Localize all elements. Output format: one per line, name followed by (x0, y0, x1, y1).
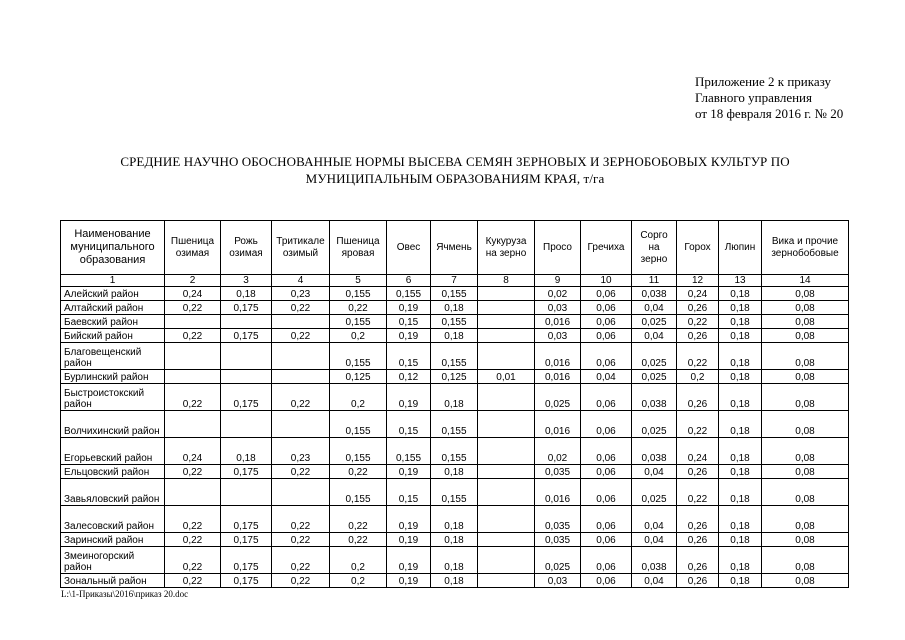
norm-value: 0,06 (581, 533, 632, 547)
norm-value (272, 343, 330, 370)
column-number: 13 (719, 275, 762, 287)
table-row (61, 411, 849, 438)
district-name: Змеиногорский район (61, 547, 165, 574)
norm-value: 0,24 (677, 438, 719, 465)
district-name: Бийский район (61, 329, 165, 343)
norm-value: 0,175 (221, 384, 272, 411)
norm-value: 0,155 (330, 438, 387, 465)
norm-value (272, 370, 330, 384)
norm-value: 0,22 (272, 465, 330, 479)
table-row (61, 343, 849, 370)
norm-value: 0,08 (762, 411, 849, 438)
norm-value: 0,26 (677, 301, 719, 315)
norm-value (221, 479, 272, 506)
norm-value (478, 384, 535, 411)
norm-value: 0,016 (535, 343, 581, 370)
column-header: Сорго на зерно (632, 221, 677, 275)
norm-value: 0,18 (431, 547, 478, 574)
norm-value: 0,06 (581, 343, 632, 370)
norm-value: 0,2 (677, 370, 719, 384)
norm-value: 0,035 (535, 533, 581, 547)
column-header: Люпин (719, 221, 762, 275)
appendix-note (695, 74, 843, 122)
table-row (61, 370, 849, 384)
norm-value: 0,18 (719, 411, 762, 438)
norm-value: 0,175 (221, 506, 272, 533)
norm-value: 0,155 (330, 411, 387, 438)
norm-value (478, 438, 535, 465)
norm-value: 0,025 (632, 343, 677, 370)
norm-value (221, 370, 272, 384)
norm-value: 0,04 (632, 506, 677, 533)
district-name: Алтайский район (61, 301, 165, 315)
norm-value: 0,22 (677, 343, 719, 370)
norm-value: 0,18 (719, 343, 762, 370)
norm-value: 0,22 (165, 465, 221, 479)
table-row (61, 533, 849, 547)
norm-value (478, 547, 535, 574)
norm-value: 0,18 (719, 506, 762, 533)
norm-value: 0,18 (719, 547, 762, 574)
norm-value: 0,18 (431, 506, 478, 533)
norm-value: 0,155 (330, 479, 387, 506)
norm-value: 0,22 (165, 506, 221, 533)
norm-value: 0,18 (221, 438, 272, 465)
norm-value: 0,22 (165, 574, 221, 588)
norm-value: 0,06 (581, 411, 632, 438)
norm-value (165, 315, 221, 329)
table-row (61, 465, 849, 479)
appendix-line-2: Главного управления (695, 90, 812, 105)
norm-value: 0,155 (431, 479, 478, 506)
norm-value: 0,18 (719, 574, 762, 588)
norm-value: 0,155 (330, 287, 387, 301)
norm-value: 0,016 (535, 479, 581, 506)
column-header: Горох (677, 221, 719, 275)
norm-value (165, 411, 221, 438)
district-name: Алейский район (61, 287, 165, 301)
norm-value: 0,125 (330, 370, 387, 384)
norm-value: 0,06 (581, 574, 632, 588)
norm-value: 0,26 (677, 506, 719, 533)
norm-value: 0,18 (719, 370, 762, 384)
norm-value: 0,06 (581, 315, 632, 329)
norm-value: 0,22 (165, 329, 221, 343)
norm-value: 0,18 (719, 384, 762, 411)
norm-value: 0,175 (221, 533, 272, 547)
norm-value: 0,175 (221, 547, 272, 574)
norm-value: 0,155 (330, 315, 387, 329)
norm-value: 0,15 (387, 315, 431, 329)
norm-value: 0,22 (272, 574, 330, 588)
column-header: Тритикале озимый (272, 221, 330, 275)
norm-value (272, 315, 330, 329)
norm-value: 0,22 (677, 315, 719, 329)
norm-value: 0,19 (387, 506, 431, 533)
norm-value (478, 479, 535, 506)
norm-value: 0,22 (272, 384, 330, 411)
column-header: Пшеница яровая (330, 221, 387, 275)
table-row (61, 506, 849, 533)
norm-value: 0,2 (330, 384, 387, 411)
norm-value: 0,038 (632, 547, 677, 574)
appendix-line-1: Приложение 2 к приказу (695, 74, 832, 89)
column-number: 14 (762, 275, 849, 287)
appendix-line-3: от 18 февраля 2016 г. № 20 (695, 106, 844, 121)
norm-value: 0,26 (677, 465, 719, 479)
norm-value: 0,08 (762, 343, 849, 370)
norm-value: 0,016 (535, 370, 581, 384)
table-row (61, 438, 849, 465)
norm-value: 0,22 (330, 301, 387, 315)
norm-value: 0,22 (165, 547, 221, 574)
column-header-name: Наименование муниципального образования (61, 221, 165, 275)
norm-value: 0,26 (677, 533, 719, 547)
district-name: Благовещенский район (61, 343, 165, 370)
norm-value: 0,06 (581, 506, 632, 533)
norm-value (478, 574, 535, 588)
column-number: 6 (387, 275, 431, 287)
table-row (61, 479, 849, 506)
table-row (61, 384, 849, 411)
norm-value (478, 343, 535, 370)
column-header: Ячмень (431, 221, 478, 275)
seeding-norms-table (60, 220, 849, 588)
norm-value: 0,03 (535, 574, 581, 588)
norm-value: 0,125 (431, 370, 478, 384)
column-header: Кукуруза на зерно (478, 221, 535, 275)
norm-value (478, 315, 535, 329)
column-number: 11 (632, 275, 677, 287)
norm-value: 0,04 (581, 370, 632, 384)
norm-value: 0,08 (762, 384, 849, 411)
district-name: Волчихинский район (61, 411, 165, 438)
norm-value: 0,22 (272, 301, 330, 315)
norm-value: 0,18 (431, 533, 478, 547)
norm-value: 0,08 (762, 370, 849, 384)
norm-value: 0,08 (762, 329, 849, 343)
column-number: 2 (165, 275, 221, 287)
norm-value: 0,04 (632, 574, 677, 588)
norm-value: 0,22 (165, 301, 221, 315)
norm-value: 0,03 (535, 329, 581, 343)
column-number: 9 (535, 275, 581, 287)
column-number: 8 (478, 275, 535, 287)
column-header: Рожь озимая (221, 221, 272, 275)
norm-value: 0,18 (719, 465, 762, 479)
norm-value: 0,19 (387, 465, 431, 479)
file-path: L:\1-Приказы\2016\приказ 20.doc (61, 589, 189, 599)
norm-value: 0,035 (535, 465, 581, 479)
norm-value (478, 533, 535, 547)
column-number: 12 (677, 275, 719, 287)
norm-value: 0,025 (632, 315, 677, 329)
norm-value: 0,18 (719, 287, 762, 301)
norm-value: 0,155 (431, 438, 478, 465)
norm-value: 0,22 (272, 506, 330, 533)
norm-value: 0,22 (165, 533, 221, 547)
norm-value: 0,155 (431, 287, 478, 301)
norm-value: 0,22 (272, 329, 330, 343)
norm-value (272, 479, 330, 506)
norm-value: 0,19 (387, 301, 431, 315)
table-body (61, 287, 849, 588)
norm-value: 0,19 (387, 329, 431, 343)
norm-value: 0,08 (762, 438, 849, 465)
norm-value: 0,08 (762, 301, 849, 315)
norm-value: 0,035 (535, 506, 581, 533)
norm-value: 0,025 (632, 479, 677, 506)
norm-value: 0,22 (677, 479, 719, 506)
norm-value (221, 411, 272, 438)
norm-value: 0,155 (431, 315, 478, 329)
norm-value (478, 506, 535, 533)
norm-value: 0,02 (535, 287, 581, 301)
norm-value: 0,18 (431, 574, 478, 588)
column-number: 1 (61, 275, 165, 287)
title-line-1: СРЕДНИЕ НАУЧНО ОБОСНОВАННЫЕ НОРМЫ ВЫСЕВА СЕМЯН ЗЕРНОВЫХ И ЗЕРНОБОБОВЫХ КУЛЬТУР ПО (120, 154, 790, 169)
norm-value: 0,26 (677, 384, 719, 411)
norm-value: 0,26 (677, 329, 719, 343)
norm-value: 0,2 (330, 329, 387, 343)
norm-value: 0,08 (762, 479, 849, 506)
norm-value (478, 465, 535, 479)
norm-value: 0,155 (387, 287, 431, 301)
table-row (61, 315, 849, 329)
norm-value: 0,175 (221, 301, 272, 315)
column-header: Гречиха (581, 221, 632, 275)
norm-value: 0,26 (677, 574, 719, 588)
norm-value: 0,01 (478, 370, 535, 384)
table-row (61, 547, 849, 574)
norm-value: 0,18 (719, 315, 762, 329)
norm-value: 0,08 (762, 315, 849, 329)
norm-value: 0,155 (387, 438, 431, 465)
norm-value (221, 315, 272, 329)
norm-value: 0,18 (221, 287, 272, 301)
table-row (61, 287, 849, 301)
norm-value: 0,04 (632, 329, 677, 343)
header-row (61, 221, 849, 275)
table-row (61, 574, 849, 588)
column-header: Вика и прочие зернобобовые (762, 221, 849, 275)
norm-value (478, 301, 535, 315)
norm-value: 0,22 (330, 506, 387, 533)
norm-value: 0,12 (387, 370, 431, 384)
norm-value: 0,06 (581, 547, 632, 574)
norm-value: 0,038 (632, 287, 677, 301)
norm-value: 0,155 (330, 343, 387, 370)
norm-value: 0,18 (719, 479, 762, 506)
norm-value: 0,22 (330, 533, 387, 547)
norm-value (272, 411, 330, 438)
document-title (40, 153, 870, 187)
norm-value: 0,08 (762, 547, 849, 574)
norm-value: 0,06 (581, 384, 632, 411)
norm-value: 0,025 (632, 370, 677, 384)
norm-value: 0,22 (330, 465, 387, 479)
norm-value: 0,08 (762, 574, 849, 588)
column-header: Пшеница озимая (165, 221, 221, 275)
column-number: 5 (330, 275, 387, 287)
norm-value: 0,025 (632, 411, 677, 438)
title-line-2: МУНИЦИПАЛЬНЫМ ОБРАЗОВАНИЯМ КРАЯ, т/га (305, 171, 605, 186)
norm-value: 0,22 (272, 547, 330, 574)
district-name: Ельцовский район (61, 465, 165, 479)
norm-value: 0,06 (581, 438, 632, 465)
norm-value: 0,22 (165, 384, 221, 411)
norm-value (165, 479, 221, 506)
norm-value: 0,15 (387, 343, 431, 370)
norm-value: 0,08 (762, 506, 849, 533)
district-name: Быстроистокский район (61, 384, 165, 411)
norm-value (165, 370, 221, 384)
norm-value: 0,22 (677, 411, 719, 438)
norm-value: 0,23 (272, 438, 330, 465)
norm-value: 0,06 (581, 465, 632, 479)
norm-value: 0,155 (431, 411, 478, 438)
norm-value: 0,03 (535, 301, 581, 315)
norm-value: 0,016 (535, 315, 581, 329)
norm-value: 0,175 (221, 465, 272, 479)
norm-value: 0,19 (387, 574, 431, 588)
norm-value: 0,175 (221, 329, 272, 343)
norm-value: 0,08 (762, 465, 849, 479)
norm-value: 0,016 (535, 411, 581, 438)
norm-value: 0,15 (387, 479, 431, 506)
norm-value: 0,26 (677, 547, 719, 574)
norm-value (221, 343, 272, 370)
norm-value: 0,04 (632, 301, 677, 315)
norm-value: 0,06 (581, 301, 632, 315)
column-number: 4 (272, 275, 330, 287)
norm-value: 0,24 (165, 438, 221, 465)
column-number: 7 (431, 275, 478, 287)
district-name: Егорьевский район (61, 438, 165, 465)
column-number: 10 (581, 275, 632, 287)
norm-value: 0,175 (221, 574, 272, 588)
district-name: Баевский район (61, 315, 165, 329)
column-number-row (61, 275, 849, 287)
norm-value (478, 411, 535, 438)
district-name: Бурлинский район (61, 370, 165, 384)
norm-value: 0,155 (431, 343, 478, 370)
norm-value: 0,18 (431, 301, 478, 315)
norm-value: 0,19 (387, 547, 431, 574)
norm-value: 0,18 (719, 533, 762, 547)
norm-value: 0,18 (719, 301, 762, 315)
norm-value: 0,18 (719, 438, 762, 465)
norm-value: 0,2 (330, 574, 387, 588)
norm-value: 0,08 (762, 287, 849, 301)
norm-value: 0,24 (677, 287, 719, 301)
norm-value (478, 329, 535, 343)
norm-value: 0,18 (431, 329, 478, 343)
norm-value: 0,2 (330, 547, 387, 574)
norm-value: 0,15 (387, 411, 431, 438)
norm-value: 0,24 (165, 287, 221, 301)
norm-value: 0,038 (632, 438, 677, 465)
norm-value (165, 343, 221, 370)
norm-value: 0,038 (632, 384, 677, 411)
norm-value: 0,025 (535, 384, 581, 411)
table-row (61, 329, 849, 343)
norm-value: 0,04 (632, 465, 677, 479)
norm-value: 0,19 (387, 384, 431, 411)
column-header: Просо (535, 221, 581, 275)
column-number: 3 (221, 275, 272, 287)
table-row (61, 301, 849, 315)
district-name: Заринский район (61, 533, 165, 547)
norm-value: 0,06 (581, 287, 632, 301)
norm-value: 0,06 (581, 329, 632, 343)
norm-value: 0,18 (431, 384, 478, 411)
norm-value: 0,23 (272, 287, 330, 301)
norm-value: 0,18 (431, 465, 478, 479)
district-name: Завьяловский район (61, 479, 165, 506)
district-name: Залесовский район (61, 506, 165, 533)
norm-value: 0,18 (719, 329, 762, 343)
norm-value: 0,04 (632, 533, 677, 547)
norm-value: 0,025 (535, 547, 581, 574)
column-header: Овес (387, 221, 431, 275)
norm-value: 0,06 (581, 479, 632, 506)
norm-value: 0,08 (762, 533, 849, 547)
norm-value (478, 287, 535, 301)
district-name: Зональный район (61, 574, 165, 588)
norm-value: 0,22 (272, 533, 330, 547)
norm-value: 0,02 (535, 438, 581, 465)
norm-value: 0,19 (387, 533, 431, 547)
